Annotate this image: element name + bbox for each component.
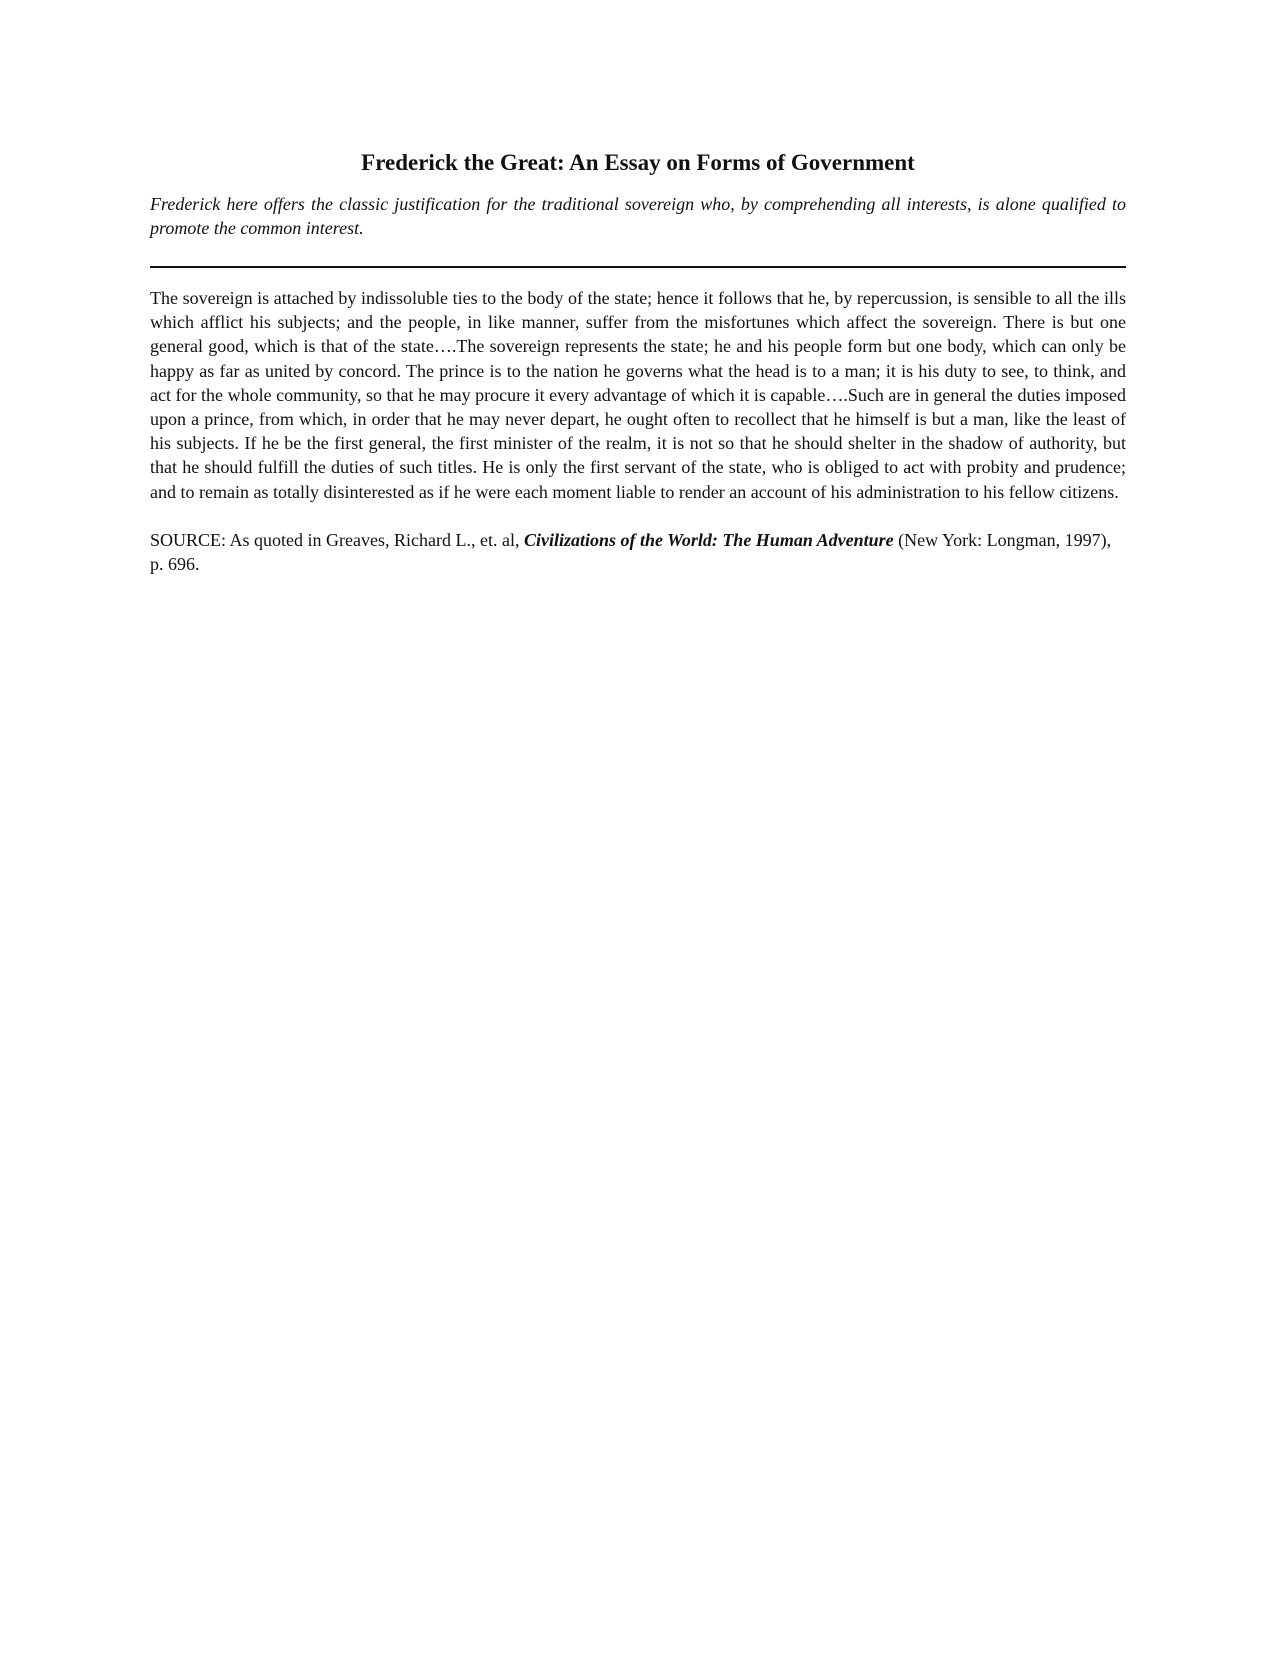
source-citation: [150, 528, 1126, 576]
document-page: [150, 148, 1126, 576]
essay-excerpt: The sovereign is attached by indissoluble ties to the body of the state; hence it follows that he, by repercussion, is sensible to all the ills which afflict his subjects; and the people, in like manner, suffer from the misfortunes which affect the sovereign. There is but one general good, which is that of the state….The sovereign represents the state; he and his people form but one body, which can only be happy as far as united by concord. The prince is to the nation he governs what the head is to a man; it is his duty to see, to think, and act for the whole community, so that he may procure it every advantage of which it is capable….Such are in general the duties imposed upon a prince, from which, in order that he may never depart, he ought often to recollect that he himself is but a man, like the least of his subjects. If he be the first general, the first minister of the realm, it is not so that he should shelter in the shadow of authority, but that he should fulfill the duties of such titles. He is only the first servant of the state, who is obliged to act with probity and prudence; and to remain as totally disinterested as if he were each moment liable to render an account of his administration to his fellow citizens.: [150, 288, 1126, 502]
source-suffix: (New York: Longman, 1997), p. 696.: [150, 529, 1112, 574]
source-book-title: Civilizations of the World: The Human Adventure: [523, 529, 894, 550]
divider-rule: [150, 266, 1126, 268]
document-title: Frederick the Great: An Essay on Forms of Government: [361, 150, 915, 175]
intro-paragraph: Frederick here offers the classic justification for the traditional sovereign who, by comprehending all interests, is alone qualified to promote the common interest.: [150, 194, 1126, 238]
source-prefix: SOURCE: As quoted in Greaves, Richard L., et. al,: [150, 529, 524, 550]
